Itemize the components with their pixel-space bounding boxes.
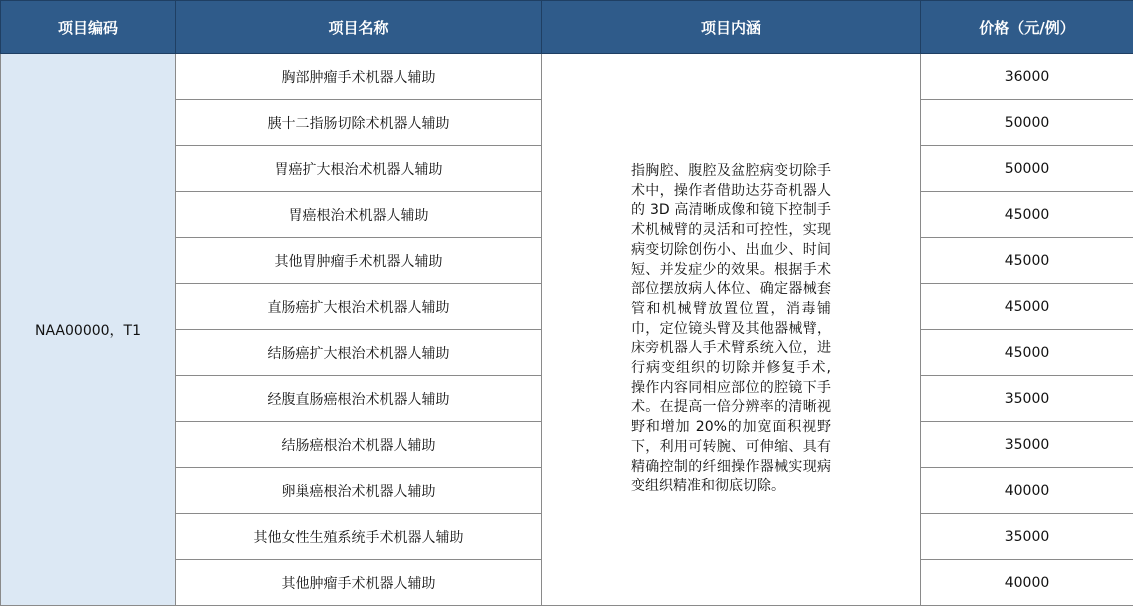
header-price: 价格（元/例） <box>921 1 1133 54</box>
project-name-cell: 胃癌根治术机器人辅助 <box>176 192 542 238</box>
project-description-cell <box>542 54 921 606</box>
price-cell: 45000 <box>921 192 1133 238</box>
project-name-cell: 卵巢癌根治术机器人辅助 <box>176 468 542 514</box>
price-cell: 45000 <box>921 330 1133 376</box>
project-name-cell: 胸部肿瘤手术机器人辅助 <box>176 54 542 100</box>
price-cell: 35000 <box>921 514 1133 560</box>
price-cell: 45000 <box>921 284 1133 330</box>
project-description-text: 指胸腔、腹腔及盆腔病变切除手术中，操作者借助达芬奇机器人的 3D 高清晰成像和镜下控制手术机械臂的灵活和可控性，实现病变切除创伤小、出血少、时间短、并发症少的效果。根据手术部位摆放病人体位、确定器械套管和机械臂放置位置，消毒铺巾，定位镜头臂及其他器械臂，床旁机器人手术臂系统入位，进行病变组织的切除并修复手术,操作内容同相应部位的腔镜下手术。在提高一倍分辨率的清晰视野和增加 20%的加宽面积视野下，利用可转腕、可伸缩、具有精确控制的纤细操作器械实现病变组织精准和彻底切除。 <box>631 162 831 497</box>
project-name-cell: 其他胃肿瘤手术机器人辅助 <box>176 238 542 284</box>
table-row <box>1 54 1133 100</box>
price-cell: 40000 <box>921 560 1133 606</box>
project-name-cell: 胃癌扩大根治术机器人辅助 <box>176 146 542 192</box>
price-cell: 36000 <box>921 54 1133 100</box>
price-cell: 35000 <box>921 376 1133 422</box>
price-cell: 35000 <box>921 422 1133 468</box>
header-row <box>1 1 1133 54</box>
project-name-cell: 其他女性生殖系统手术机器人辅助 <box>176 514 542 560</box>
project-name-cell: 结肠癌扩大根治术机器人辅助 <box>176 330 542 376</box>
header-project-code: 项目编码 <box>1 1 176 54</box>
price-cell: 40000 <box>921 468 1133 514</box>
header-project-name: 项目名称 <box>176 1 542 54</box>
project-code-cell: NAA00000，T1 <box>1 54 176 606</box>
project-name-cell: 其他肿瘤手术机器人辅助 <box>176 560 542 606</box>
project-name-cell: 胰十二指肠切除术机器人辅助 <box>176 100 542 146</box>
price-cell: 50000 <box>921 146 1133 192</box>
price-cell: 45000 <box>921 238 1133 284</box>
project-name-cell: 结肠癌根治术机器人辅助 <box>176 422 542 468</box>
price-cell: 50000 <box>921 100 1133 146</box>
header-project-description: 项目内涵 <box>542 1 921 54</box>
project-name-cell: 经腹直肠癌根治术机器人辅助 <box>176 376 542 422</box>
project-name-cell: 直肠癌扩大根治术机器人辅助 <box>176 284 542 330</box>
